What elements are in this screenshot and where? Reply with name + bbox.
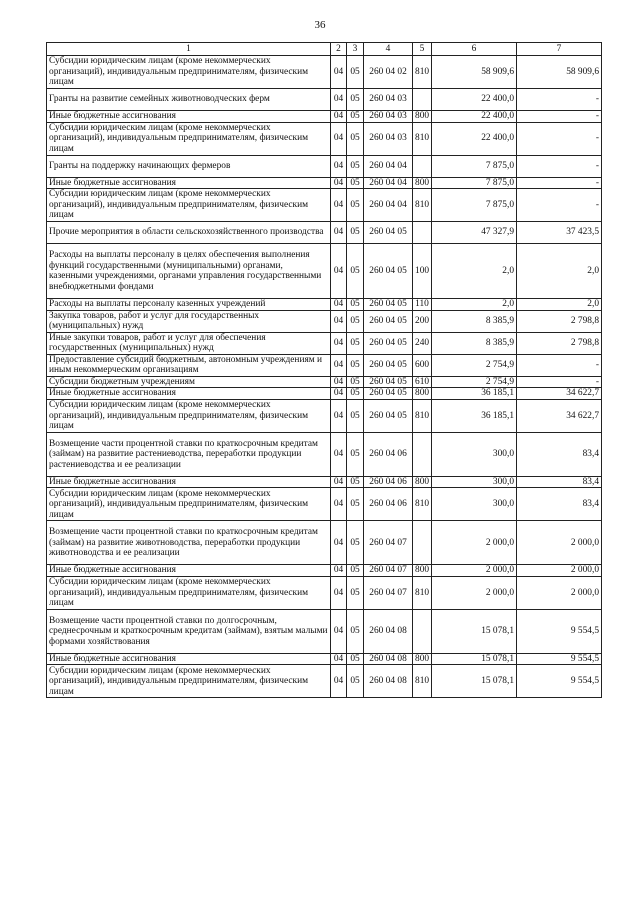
section-code-cell: 04	[331, 155, 347, 177]
subsection-code-cell: 05	[347, 354, 364, 376]
target-item-code-cell: 260 04 08	[364, 609, 413, 653]
section-code-cell: 04	[331, 122, 347, 155]
amount-cell: 15 078,1	[432, 665, 517, 698]
amount-cell: 2 000,0	[432, 576, 517, 609]
subsection-code-cell: 05	[347, 155, 364, 177]
row-name-cell: Возмещение части процентной ставки по краткосрочным кредитам (займам) на развитие растениеводства, переработки продукции растениеводства и ее реализации	[47, 432, 331, 476]
target-item-code-cell: 260 04 05	[364, 388, 413, 400]
target-item-code-cell: 260 04 06	[364, 488, 413, 521]
table-row	[47, 488, 602, 521]
section-code-cell: 04	[331, 576, 347, 609]
expense-type-code-cell: 810	[413, 399, 432, 432]
row-name-cell: Субсидии юридическим лицам (кроме некоммерческих организаций), индивидуальным предпринимателям, физическим лицам	[47, 189, 331, 222]
table-row	[47, 310, 602, 332]
expense-type-code-cell: 200	[413, 310, 432, 332]
row-name-cell: Иные бюджетные ассигнования	[47, 476, 331, 488]
table-row	[47, 89, 602, 111]
amount-cell: 15 078,1	[432, 653, 517, 665]
subsection-code-cell: 05	[347, 310, 364, 332]
subsection-code-cell: 05	[347, 189, 364, 222]
subsection-code-cell: 05	[347, 476, 364, 488]
expense-type-code-cell: 810	[413, 189, 432, 222]
table-row	[47, 122, 602, 155]
row-name-cell: Иные бюджетные ассигнования	[47, 111, 331, 123]
row-name-cell: Субсидии юридическим лицам (кроме некоммерческих организаций), индивидуальным предпринимателям, физическим лицам	[47, 399, 331, 432]
target-item-code-cell: 260 04 05	[364, 399, 413, 432]
page-number: 36	[314, 19, 326, 31]
expense-type-code-cell: 810	[413, 488, 432, 521]
expense-type-code-cell: 240	[413, 332, 432, 354]
target-item-code-cell: 260 04 05	[364, 299, 413, 311]
subsection-code-cell: 05	[347, 376, 364, 388]
section-code-cell: 04	[331, 399, 347, 432]
table-row	[47, 332, 602, 354]
section-code-cell: 04	[331, 177, 347, 189]
header-cell: 1	[47, 43, 331, 56]
row-name-cell: Иные бюджетные ассигнования	[47, 388, 331, 400]
target-item-code-cell: 260 04 02	[364, 56, 413, 89]
row-name-cell: Иные бюджетные ассигнования	[47, 177, 331, 189]
amount-cell: 15 078,1	[432, 609, 517, 653]
expense-type-code-cell: 100	[413, 244, 432, 299]
subsection-code-cell: 05	[347, 565, 364, 577]
executed-amount-cell: 83,4	[517, 476, 602, 488]
table-row	[47, 576, 602, 609]
executed-amount-cell: 83,4	[517, 488, 602, 521]
executed-amount-cell: 2 000,0	[517, 521, 602, 565]
amount-cell: 47 327,9	[432, 222, 517, 244]
target-item-code-cell: 260 04 06	[364, 476, 413, 488]
subsection-code-cell: 05	[347, 122, 364, 155]
section-code-cell: 04	[331, 299, 347, 311]
target-item-code-cell: 260 04 08	[364, 665, 413, 698]
section-code-cell: 04	[331, 376, 347, 388]
target-item-code-cell: 260 04 06	[364, 432, 413, 476]
section-code-cell: 04	[331, 432, 347, 476]
amount-cell: 7 875,0	[432, 189, 517, 222]
subsection-code-cell: 05	[347, 609, 364, 653]
subsection-code-cell: 05	[347, 177, 364, 189]
table-row	[47, 653, 602, 665]
expense-type-code-cell: 810	[413, 56, 432, 89]
executed-amount-cell: 34 622,7	[517, 388, 602, 400]
target-item-code-cell: 260 04 05	[364, 222, 413, 244]
header-cell: 3	[347, 43, 364, 56]
subsection-code-cell: 05	[347, 244, 364, 299]
target-item-code-cell: 260 04 05	[364, 310, 413, 332]
header-cell: 6	[432, 43, 517, 56]
table-row	[47, 521, 602, 565]
section-code-cell: 04	[331, 244, 347, 299]
row-name-cell: Субсидии юридическим лицам (кроме некоммерческих организаций), индивидуальным предпринимателям, физическим лицам	[47, 665, 331, 698]
section-code-cell: 04	[331, 56, 347, 89]
section-code-cell: 04	[331, 665, 347, 698]
target-item-code-cell: 260 04 08	[364, 653, 413, 665]
target-item-code-cell: 260 04 03	[364, 122, 413, 155]
target-item-code-cell: 260 04 04	[364, 155, 413, 177]
subsection-code-cell: 05	[347, 111, 364, 123]
expense-type-code-cell: 110	[413, 299, 432, 311]
section-code-cell: 04	[331, 609, 347, 653]
executed-amount-cell: -	[517, 376, 602, 388]
section-code-cell: 04	[331, 189, 347, 222]
target-item-code-cell: 260 04 05	[364, 376, 413, 388]
executed-amount-cell: 2 798,8	[517, 310, 602, 332]
subsection-code-cell: 05	[347, 299, 364, 311]
row-name-cell: Иные бюджетные ассигнования	[47, 565, 331, 577]
executed-amount-cell: 2,0	[517, 299, 602, 311]
executed-amount-cell: 2 000,0	[517, 576, 602, 609]
row-name-cell: Гранты на поддержку начинающих фермеров	[47, 155, 331, 177]
table-row	[47, 665, 602, 698]
table-row	[47, 476, 602, 488]
row-name-cell: Возмещение части процентной ставки по краткосрочным кредитам (займам) на развитие животноводства, переработки продукции животноводства и ее реализации	[47, 521, 331, 565]
amount-cell: 36 185,1	[432, 388, 517, 400]
table-row	[47, 244, 602, 299]
expense-type-code-cell: 600	[413, 354, 432, 376]
executed-amount-cell: 34 622,7	[517, 399, 602, 432]
row-name-cell: Субсидии юридическим лицам (кроме некоммерческих организаций), индивидуальным предпринимателям, физическим лицам	[47, 122, 331, 155]
executed-amount-cell: 2 000,0	[517, 565, 602, 577]
table-row	[47, 399, 602, 432]
row-name-cell: Расходы на выплаты персоналу в целях обеспечения выполнения функций государственными (муниципальными) органами, казенными учреждениями, органами управления государственными внебюджетными фондами	[47, 244, 331, 299]
executed-amount-cell: 9 554,5	[517, 665, 602, 698]
executed-amount-cell: -	[517, 89, 602, 111]
section-code-cell: 04	[331, 565, 347, 577]
section-code-cell: 04	[331, 222, 347, 244]
target-item-code-cell: 260 04 04	[364, 189, 413, 222]
subsection-code-cell: 05	[347, 576, 364, 609]
amount-cell: 2 000,0	[432, 521, 517, 565]
section-code-cell: 04	[331, 354, 347, 376]
expense-type-code-cell: 800	[413, 476, 432, 488]
target-item-code-cell: 260 04 05	[364, 354, 413, 376]
expense-type-code-cell	[413, 521, 432, 565]
row-name-cell: Субсидии юридическим лицам (кроме некоммерческих организаций), индивидуальным предпринимателям, физическим лицам	[47, 576, 331, 609]
target-item-code-cell: 260 04 05	[364, 244, 413, 299]
amount-cell: 8 385,9	[432, 310, 517, 332]
expense-type-code-cell: 800	[413, 388, 432, 400]
subsection-code-cell: 05	[347, 432, 364, 476]
expense-type-code-cell: 810	[413, 665, 432, 698]
expense-type-code-cell	[413, 155, 432, 177]
executed-amount-cell: -	[517, 122, 602, 155]
table-row	[47, 432, 602, 476]
amount-cell: 8 385,9	[432, 332, 517, 354]
header-cell: 5	[413, 43, 432, 56]
row-name-cell: Закупка товаров, работ и услуг для государственных (муниципальных) нужд	[47, 310, 331, 332]
amount-cell: 2 754,9	[432, 376, 517, 388]
table-row	[47, 111, 602, 123]
expense-type-code-cell: 800	[413, 177, 432, 189]
amount-cell: 300,0	[432, 488, 517, 521]
subsection-code-cell: 05	[347, 665, 364, 698]
amount-cell: 2 754,9	[432, 354, 517, 376]
amount-cell: 2,0	[432, 299, 517, 311]
expense-type-code-cell	[413, 432, 432, 476]
table-row	[47, 222, 602, 244]
amount-cell: 7 875,0	[432, 177, 517, 189]
amount-cell: 2,0	[432, 244, 517, 299]
executed-amount-cell: 58 909,6	[517, 56, 602, 89]
table-row	[47, 376, 602, 388]
amount-cell: 22 400,0	[432, 122, 517, 155]
executed-amount-cell: 2,0	[517, 244, 602, 299]
expense-type-code-cell: 610	[413, 376, 432, 388]
row-name-cell: Прочие мероприятия в области сельскохозяйственного производства	[47, 222, 331, 244]
target-item-code-cell: 260 04 03	[364, 111, 413, 123]
amount-cell: 22 400,0	[432, 111, 517, 123]
target-item-code-cell: 260 04 04	[364, 177, 413, 189]
table-row	[47, 177, 602, 189]
expense-type-code-cell: 800	[413, 653, 432, 665]
target-item-code-cell: 260 04 07	[364, 565, 413, 577]
target-item-code-cell: 260 04 03	[364, 89, 413, 111]
executed-amount-cell: -	[517, 354, 602, 376]
expense-type-code-cell	[413, 89, 432, 111]
subsection-code-cell: 05	[347, 388, 364, 400]
section-code-cell: 04	[331, 653, 347, 665]
header-cell: 4	[364, 43, 413, 56]
expense-type-code-cell: 800	[413, 565, 432, 577]
expense-type-code-cell	[413, 222, 432, 244]
budget-table	[46, 42, 602, 698]
expense-type-code-cell	[413, 609, 432, 653]
row-name-cell: Иные закупки товаров, работ и услуг для обеспечения государственных (муниципальных) нужд	[47, 332, 331, 354]
subsection-code-cell: 05	[347, 332, 364, 354]
subsection-code-cell: 05	[347, 399, 364, 432]
executed-amount-cell: -	[517, 177, 602, 189]
row-name-cell: Иные бюджетные ассигнования	[47, 653, 331, 665]
row-name-cell: Предоставление субсидий бюджетным, автономным учреждениям и иным некоммерческим организациям	[47, 354, 331, 376]
executed-amount-cell: -	[517, 189, 602, 222]
executed-amount-cell: -	[517, 111, 602, 123]
table-body	[47, 43, 602, 698]
executed-amount-cell: 83,4	[517, 432, 602, 476]
header-cell: 7	[517, 43, 602, 56]
target-item-code-cell: 260 04 07	[364, 576, 413, 609]
row-name-cell: Расходы на выплаты персоналу казенных учреждений	[47, 299, 331, 311]
table-row	[47, 56, 602, 89]
section-code-cell: 04	[331, 89, 347, 111]
table-header-row	[47, 43, 602, 56]
amount-cell: 7 875,0	[432, 155, 517, 177]
expense-type-code-cell: 800	[413, 111, 432, 123]
amount-cell: 22 400,0	[432, 89, 517, 111]
subsection-code-cell: 05	[347, 89, 364, 111]
row-name-cell: Субсидии юридическим лицам (кроме некоммерческих организаций), индивидуальным предпринимателям, физическим лицам	[47, 56, 331, 89]
section-code-cell: 04	[331, 521, 347, 565]
section-code-cell: 04	[331, 476, 347, 488]
expense-type-code-cell: 810	[413, 576, 432, 609]
section-code-cell: 04	[331, 111, 347, 123]
table-row	[47, 189, 602, 222]
subsection-code-cell: 05	[347, 521, 364, 565]
row-name-cell: Субсидии юридическим лицам (кроме некоммерческих организаций), индивидуальным предпринимателям, физическим лицам	[47, 488, 331, 521]
executed-amount-cell: -	[517, 155, 602, 177]
executed-amount-cell: 2 798,8	[517, 332, 602, 354]
section-code-cell: 04	[331, 488, 347, 521]
amount-cell: 58 909,6	[432, 56, 517, 89]
subsection-code-cell: 05	[347, 222, 364, 244]
target-item-code-cell: 260 04 05	[364, 332, 413, 354]
row-name-cell: Субсидии бюджетным учреждениям	[47, 376, 331, 388]
amount-cell: 300,0	[432, 476, 517, 488]
amount-cell: 36 185,1	[432, 399, 517, 432]
table-row	[47, 299, 602, 311]
amount-cell: 300,0	[432, 432, 517, 476]
expense-type-code-cell: 810	[413, 122, 432, 155]
table-row	[47, 565, 602, 577]
row-name-cell: Возмещение части процентной ставки по долгосрочным, среднесрочным и краткосрочным кредитам (займам), взятым малыми формами хозяйствования	[47, 609, 331, 653]
executed-amount-cell: 37 423,5	[517, 222, 602, 244]
table-row	[47, 609, 602, 653]
executed-amount-cell: 9 554,5	[517, 609, 602, 653]
executed-amount-cell: 9 554,5	[517, 653, 602, 665]
target-item-code-cell: 260 04 07	[364, 521, 413, 565]
amount-cell: 2 000,0	[432, 565, 517, 577]
header-cell: 2	[331, 43, 347, 56]
subsection-code-cell: 05	[347, 488, 364, 521]
section-code-cell: 04	[331, 388, 347, 400]
table-row	[47, 388, 602, 400]
row-name-cell: Гранты на развитие семейных животноводческих ферм	[47, 89, 331, 111]
section-code-cell: 04	[331, 310, 347, 332]
subsection-code-cell: 05	[347, 56, 364, 89]
table-row	[47, 354, 602, 376]
section-code-cell: 04	[331, 332, 347, 354]
subsection-code-cell: 05	[347, 653, 364, 665]
table-row	[47, 155, 602, 177]
